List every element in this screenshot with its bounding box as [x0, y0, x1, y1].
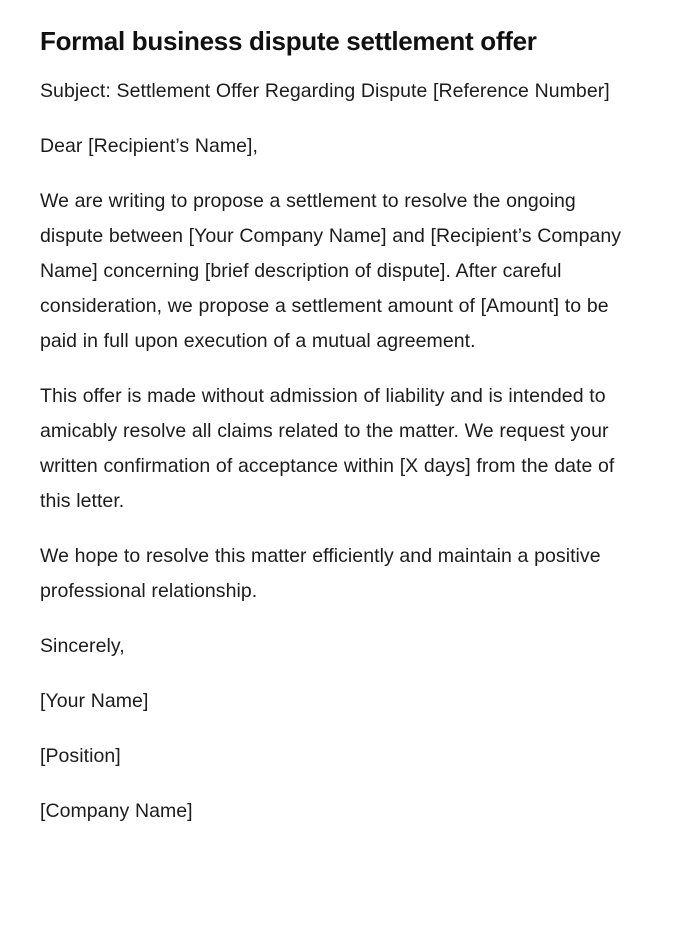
- paragraph-subject-line: Subject: Settlement Offer Regarding Dispute [Reference Number]: [40, 80, 610, 102]
- paragraph-salutation: Dear [Recipient’s Name],: [40, 135, 258, 157]
- paragraph-signoff: Sincerely,: [40, 635, 125, 657]
- paragraph-settlement-proposal: We are writing to propose a settlement to resolve the ongoing dispute between [Your Company Name] and [Recipient’s Company Name] concerning [brief description of dispute]. After careful consideration, we propose a settlement amount of [Amount] to be paid in full upon execution of a mutual agreement.: [40, 190, 622, 352]
- paragraph-closing-statement: We hope to resolve this matter efficiently and maintain a positive professional relationship.: [40, 545, 601, 602]
- signature-position: [Position]: [40, 745, 121, 767]
- signature-name: [Your Name]: [40, 690, 149, 712]
- document-body: [40, 74, 630, 829]
- signature-company: [Company Name]: [40, 800, 193, 822]
- page-title: Formal business dispute settlement offer: [40, 26, 537, 56]
- paragraph-liability-terms: This offer is made without admission of liability and is intended to amicably resolve all claims related to the matter. We request your written confirmation of acceptance within [X days] from the date of this letter.: [40, 385, 615, 512]
